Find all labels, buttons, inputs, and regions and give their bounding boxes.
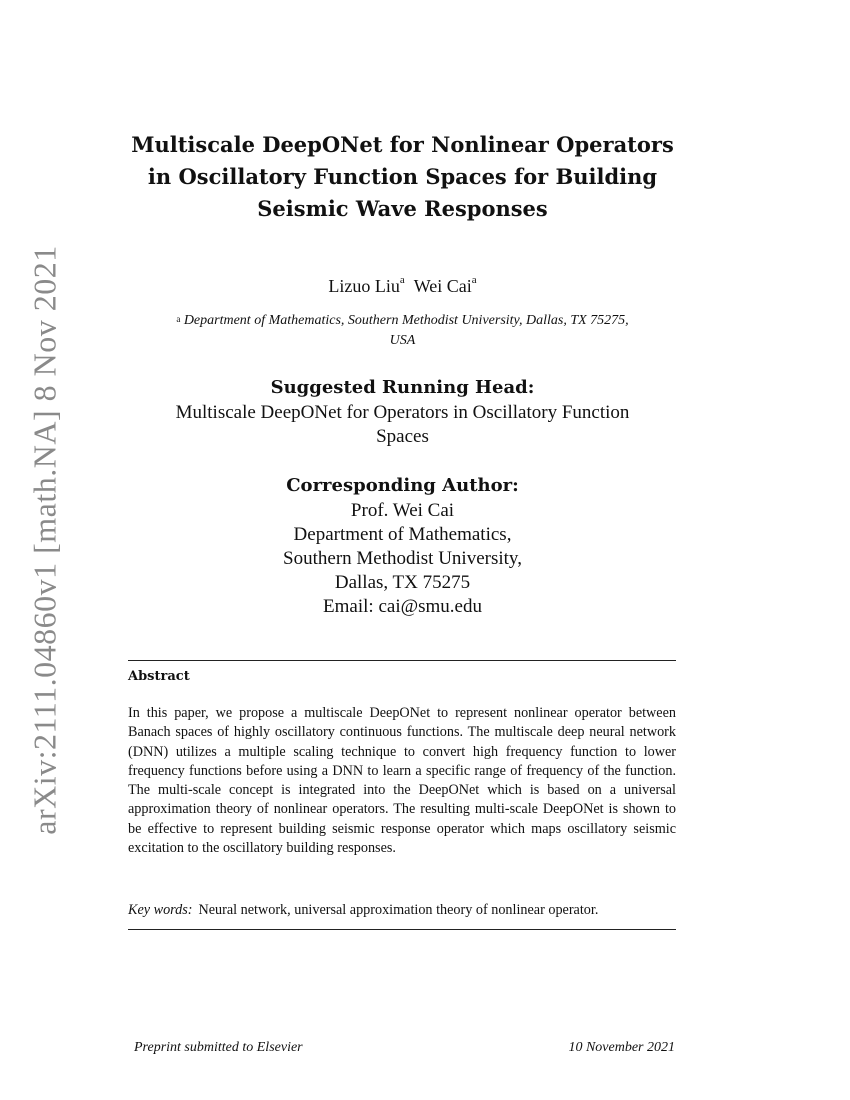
arxiv-identifier-stamp: arXiv:2111.04860v1 [math.NA] 8 Nov 2021 xyxy=(26,245,63,835)
footer-preprint-note: Preprint submitted to Elsevier xyxy=(134,1040,303,1055)
keywords-line xyxy=(128,902,688,919)
paper-title xyxy=(120,129,685,225)
title-line: Multiscale DeepONet for Nonlinear Operators xyxy=(131,132,674,157)
keywords-text: Neural network, universal approximation theory of nonlinear operator. xyxy=(198,902,599,918)
corresponding-author-heading: Corresponding Author: xyxy=(286,475,519,496)
corresponding-author-line: Dallas, TX 75275 xyxy=(334,572,471,593)
affiliation-line: Department of Mathematics, Southern Methodist University, Dallas, TX 75275, xyxy=(183,313,629,328)
running-head-line: Spaces xyxy=(376,426,429,447)
affiliation xyxy=(120,311,685,351)
corresponding-author-email: Email: cai@smu.edu xyxy=(323,596,482,617)
corresponding-author-block xyxy=(130,473,675,619)
title-line: in Oscillatory Function Spaces for Building xyxy=(147,164,658,189)
footer-date: 10 November 2021 xyxy=(568,1040,675,1055)
running-head-line: Multiscale DeepONet for Operators in Oscillatory Function xyxy=(175,402,630,423)
abstract-text: In this paper, we propose a multiscale DeepONet to represent nonlinear operator between Banach spaces of highly oscillatory continuous functions. The multiscale deep neural network (DNN) utilizes a multiple scaling technique to convert high frequency function to lower frequency functions before using a DNN to learn a specific range of frequency of the function. The multi-scale concept is integrated into the DeepONet which is based on a universal approximation theory of nonlinear operators. The resulting multi-scale DeepONet is shown to be effective to represent building seismic response operator which maps oscillatory seismic excitation to the oscillatory building responses. xyxy=(128,705,676,857)
corresponding-author-line: Department of Mathematics, xyxy=(293,524,512,545)
abstract-heading: Abstract xyxy=(128,669,190,684)
author-name: Lizuo Liu xyxy=(328,276,400,296)
corresponding-author-line: Prof. Wei Cai xyxy=(350,500,455,521)
running-head-heading: Suggested Running Head: xyxy=(270,377,535,398)
keywords-label: Key words: xyxy=(128,902,193,918)
author-name: Wei Cai xyxy=(413,276,472,296)
running-head-block xyxy=(130,375,675,449)
author-list xyxy=(0,276,805,297)
affiliation-mark: a xyxy=(471,274,477,286)
corresponding-author-line: Southern Methodist University, xyxy=(283,548,522,569)
affiliation-line: USA xyxy=(389,333,416,348)
title-line: Seismic Wave Responses xyxy=(257,196,548,221)
abstract-bottom-rule xyxy=(128,929,676,930)
affiliation-mark: a xyxy=(399,274,405,286)
affiliation-mark: a xyxy=(176,314,181,324)
abstract-top-rule xyxy=(128,660,676,661)
